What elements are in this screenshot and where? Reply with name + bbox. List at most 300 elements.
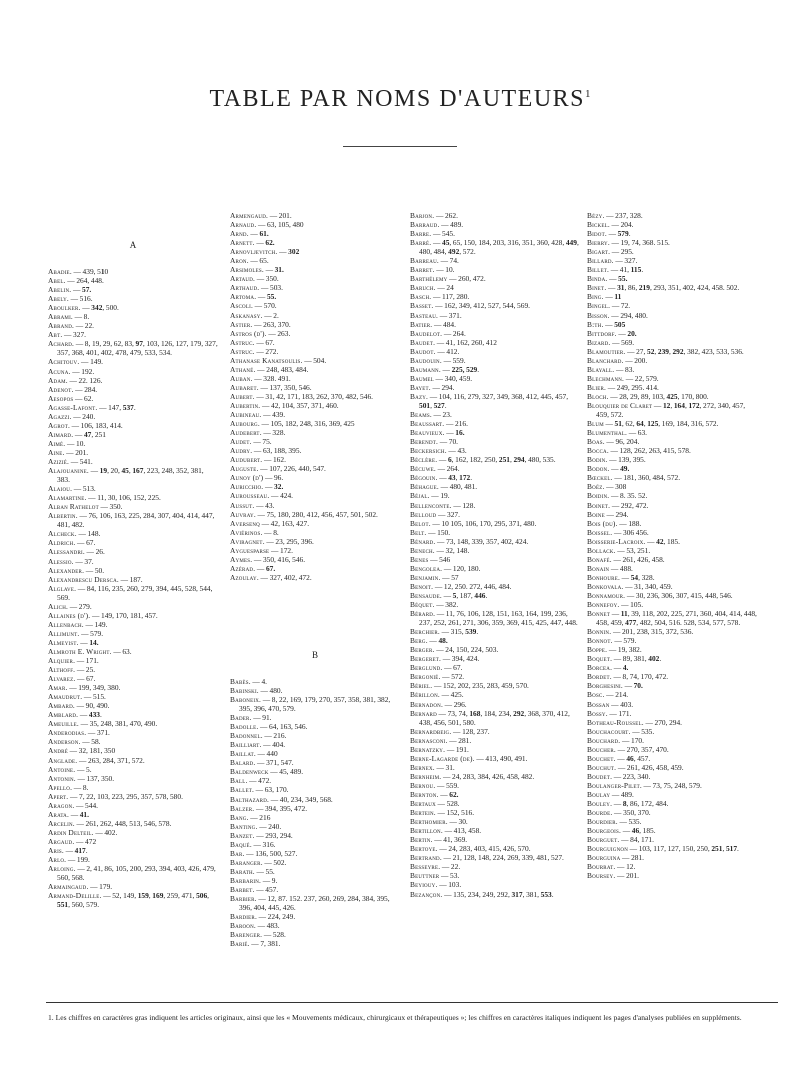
author-name: Bierry. — [587, 238, 610, 248]
page-refs: — 7, 381. — [249, 939, 281, 949]
page-refs: — — [277, 247, 289, 257]
page-refs: — 137, 350, 546. — [258, 382, 312, 392]
author-name: Abel. — [48, 276, 66, 286]
index-entry — [230, 347, 400, 356]
index-entry — [587, 826, 757, 835]
author-name: Aldrich. — [48, 538, 76, 548]
page-refs: — 147, — [97, 402, 123, 412]
page-ref-bold: 97 — [135, 339, 143, 349]
page-ref-bold: 251 — [498, 455, 510, 465]
page-refs: — 103. — [437, 880, 462, 890]
index-entry — [587, 446, 757, 455]
page-refs: — 350. — [98, 502, 123, 512]
page-ref-bold: 219 — [638, 283, 650, 293]
page-refs: — 472. — [247, 776, 272, 786]
index-entry — [587, 799, 757, 808]
page-refs: — 488. — [609, 563, 633, 573]
author-name: Beauvieux. — [410, 428, 445, 438]
index-entry — [48, 765, 218, 774]
page-refs: — 248, 483, 484. — [255, 364, 309, 374]
index-entry — [410, 238, 580, 256]
author-name: Boidin. — [587, 491, 610, 501]
index-entry — [410, 817, 580, 826]
page-refs: — 96. — [263, 473, 284, 483]
author-name: Artaud. — [230, 274, 256, 284]
index-entry — [230, 713, 400, 722]
author-name: Boursey. — [587, 871, 616, 881]
page-refs: — 52, 149, — [101, 891, 138, 901]
author-name: Banting. — [230, 821, 258, 831]
page-refs: — 162. — [262, 455, 286, 465]
page-refs: — — [606, 283, 618, 293]
page-ref-bold: 317 — [511, 889, 523, 899]
index-entry — [587, 790, 757, 799]
page-refs: — 261, 426, 458, 459. — [616, 762, 684, 772]
author-name: Bosc. — [587, 690, 605, 700]
index-entry — [587, 419, 757, 428]
page-refs: , 272, 340, 457, 459, 572. — [596, 400, 746, 420]
author-name: Barbet. — [230, 885, 255, 894]
index-entry — [410, 573, 580, 582]
author-name: Arthaud. — [230, 283, 260, 293]
index-entry — [410, 799, 580, 808]
author-name: Billet. — [587, 265, 610, 275]
page-ref-bold: 539 — [465, 627, 477, 637]
index-entry — [48, 828, 218, 837]
author-name: Adenot. — [48, 384, 74, 394]
author-name: Alvarez. — [48, 674, 76, 684]
author-name: Barraud. — [410, 220, 440, 230]
page-refs: , — [654, 346, 658, 356]
index-entry — [48, 774, 218, 783]
page-refs: — 152, 202, 235, 283, 459, 570. — [432, 681, 529, 691]
index-entry — [410, 392, 580, 410]
author-name: Bittdorf. — [587, 328, 617, 338]
index-entry — [230, 813, 400, 822]
page-refs: — — [606, 229, 618, 239]
page-ref-bold: 70. — [633, 681, 643, 691]
index-entry — [230, 930, 400, 939]
page-ref-bold: 62. — [449, 790, 459, 799]
page-refs: , — [722, 844, 726, 854]
page-refs: — 31, 340, 459. — [623, 581, 673, 591]
page-refs: , 223, 248, 352, 381, 383. — [57, 466, 204, 485]
author-name: Blayall. — [587, 364, 615, 374]
index-entry — [587, 817, 757, 826]
index-entry — [48, 819, 218, 828]
author-name: Borcea. — [587, 663, 613, 673]
page-refs: — 2. — [262, 310, 279, 320]
author-name: Baroon. — [230, 921, 256, 931]
page-refs: — 579. — [79, 628, 104, 638]
page-refs: — — [615, 753, 627, 763]
author-name: Alexandrescu Dersca. — [48, 574, 119, 584]
index-entry — [230, 473, 400, 482]
page-refs: — 128. — [451, 500, 476, 510]
page-refs: — 188. — [617, 518, 642, 528]
page-refs: — 63. — [111, 646, 132, 656]
index-entry — [230, 537, 400, 546]
author-name: Abadie. — [48, 267, 72, 276]
author-name: Boucher. — [587, 744, 616, 754]
page-refs: — — [263, 482, 275, 492]
author-name: Baranger. — [230, 857, 263, 867]
author-name: Arnaud. — [230, 220, 257, 230]
author-name: Allenbach. — [48, 619, 84, 629]
page-refs: — 350, 416, 546. — [252, 554, 306, 564]
page-ref-bold: 505 — [614, 319, 626, 329]
author-name: Badonnel. — [230, 731, 263, 741]
index-entry — [587, 329, 757, 338]
page-refs: — — [621, 826, 632, 836]
page-refs: — 137, 350. — [75, 773, 115, 783]
author-name: Benes — [410, 554, 429, 564]
page-refs: — 53, 251. — [615, 545, 651, 555]
index-entry — [410, 292, 580, 301]
index-entry — [48, 692, 218, 701]
index-entry — [410, 211, 580, 220]
index-entry — [48, 611, 218, 620]
index-entry — [410, 220, 580, 229]
index-entry — [587, 636, 757, 645]
author-name: Babès. — [230, 676, 251, 686]
index-entry — [230, 849, 400, 858]
index-entry — [587, 645, 757, 654]
page-refs: — — [80, 303, 92, 313]
index-entry — [410, 347, 580, 356]
author-name: Alessandri. — [48, 547, 85, 557]
page-refs: — 513. — [72, 484, 96, 494]
index-entry — [587, 546, 757, 555]
index-entry — [410, 446, 580, 455]
page-ref-bold: 159 — [137, 891, 149, 901]
index-entry — [48, 737, 218, 746]
index-entry — [230, 695, 400, 713]
page-refs: — 484. — [432, 319, 456, 329]
index-entry — [48, 846, 218, 855]
author-name: Bickel. — [587, 220, 610, 230]
author-name: Boisserie-Lacroix. — [587, 536, 646, 546]
page-refs: — 22. — [74, 321, 95, 331]
index-entry — [410, 519, 580, 528]
page-refs: — 58. — [80, 737, 101, 747]
index-entry — [410, 555, 580, 564]
author-name: Berchier. — [410, 627, 440, 637]
author-name: Boudet. — [587, 771, 613, 781]
index-entry — [230, 564, 400, 573]
index-entry — [410, 672, 580, 681]
page-refs: — — [78, 710, 89, 720]
page-ref-bold: 477 — [625, 618, 637, 628]
index-entry — [230, 776, 400, 785]
author-name: Billard. — [587, 256, 614, 266]
page-refs: — 261, 262, 448, 513, 546, 578. — [74, 818, 172, 828]
author-name: Bocca. — [587, 446, 609, 456]
page-refs: — 200. — [623, 355, 648, 365]
page-refs: — 76, 106, 163, 225, 284, 307, 404, 414, 447, 481, 482. — [57, 511, 215, 530]
page-refs: — 24, 283, 384, 426, 458, 482. — [441, 771, 535, 781]
page-refs: — — [610, 609, 621, 619]
index-entry — [410, 663, 580, 672]
page-refs: — 340, 459. — [433, 373, 473, 383]
index-entry — [48, 575, 218, 584]
index-entry — [48, 602, 218, 611]
index-entry — [230, 238, 400, 247]
index-entry — [410, 853, 580, 862]
author-name: Boinet. — [587, 500, 611, 510]
page-refs: — 105, 182, 248, 316, 369, 425 — [259, 419, 355, 429]
author-name: Arnett. — [230, 238, 255, 248]
author-name: Bernard — [410, 708, 437, 718]
page-refs: . — [133, 402, 136, 412]
page-ref-bold: 6 — [447, 455, 452, 465]
index-entry — [587, 301, 757, 310]
page-refs: . — [485, 590, 488, 600]
index-entry — [48, 674, 218, 683]
index-entry — [48, 710, 218, 719]
page-refs: — 19, 74, 368. 515. — [609, 238, 670, 248]
index-entry — [410, 745, 580, 754]
author-name: Bertin. — [410, 835, 433, 845]
index-entry — [48, 285, 218, 294]
page-refs: — 327, 402, 472. — [258, 572, 312, 582]
index-entry — [48, 810, 218, 819]
page-refs: — 107, 226, 440, 547. — [258, 464, 326, 474]
page-refs: , 457. — [633, 753, 651, 763]
author-name: Beaussart. — [410, 419, 445, 429]
page-refs: — 192. — [70, 366, 95, 376]
author-name: Adam. — [48, 375, 68, 385]
author-name: Boas. — [587, 437, 605, 447]
page-ref-bold: 20. — [627, 328, 637, 338]
index-entry — [587, 528, 757, 537]
author-name: Antoine. — [48, 764, 76, 774]
page-refs: , 328. — [638, 572, 655, 582]
page-refs: — 73, 75, 248, 579. — [641, 780, 702, 790]
page-ref-bold: 12 — [662, 400, 671, 410]
author-name: Ayguesparse — [230, 545, 270, 555]
author-name: Bonafé. — [587, 554, 612, 564]
index-entry — [587, 862, 757, 871]
page-refs: — 559. — [441, 355, 466, 365]
index-entry — [587, 455, 757, 464]
author-name: Barbarin. — [230, 875, 262, 885]
index-entry — [410, 265, 580, 274]
index-entry — [48, 357, 218, 366]
author-name: Béhague. — [410, 482, 439, 492]
index-entry — [410, 501, 580, 510]
page-refs: , 259, 471, — [163, 891, 197, 901]
page-refs: — 149. — [83, 619, 108, 629]
author-name: Alamartine. — [48, 493, 87, 503]
page-ref-bold: 16. — [455, 428, 465, 438]
page-refs: — 19, 382. — [607, 645, 642, 655]
page-refs: — 9. — [261, 875, 278, 885]
author-name: Boulay — [587, 790, 611, 799]
page-refs: , 251 — [91, 429, 106, 439]
index-entry — [587, 392, 757, 401]
page-refs: — — [256, 292, 267, 302]
index-column-4 — [587, 211, 757, 880]
author-name: B:th. — [587, 319, 604, 329]
page-refs: — 544. — [74, 800, 98, 810]
index-entry — [587, 482, 757, 491]
page-refs: — — [645, 536, 657, 546]
index-entry — [230, 374, 400, 383]
page-refs: — — [431, 238, 442, 248]
author-name: Armengaud. — [230, 211, 269, 220]
index-entry — [410, 763, 580, 772]
author-name: Ardin Delteil. — [48, 827, 94, 837]
author-name: Bonnin. — [587, 627, 612, 637]
page-refs: , 480, 484, — [419, 238, 579, 257]
author-name: Blamoutier. — [587, 346, 626, 356]
index-entry — [230, 283, 400, 292]
page-refs: — 284. — [73, 384, 98, 394]
page-refs: — 23. — [431, 410, 452, 420]
author-name: Aragon. — [48, 800, 75, 810]
page-refs: — 224, 249. — [257, 912, 296, 922]
author-name: Aubertin. — [230, 400, 261, 410]
index-entry — [230, 419, 400, 428]
page-refs: — 62. — [73, 393, 94, 403]
author-name: Bourguina — [587, 853, 621, 863]
index-entry — [410, 772, 580, 781]
page-refs: , 162, 182, 250, — [451, 455, 499, 465]
page-refs: — 50. — [84, 565, 105, 575]
page-ref-bold: 417 — [74, 846, 86, 855]
author-name: Arnovljevitch. — [230, 247, 278, 257]
page-refs: , 480, 535. — [524, 455, 556, 465]
section-letter: B — [311, 649, 318, 660]
index-entry — [48, 466, 218, 484]
index-entry — [587, 365, 757, 374]
index-entry — [48, 638, 218, 647]
index-entry — [410, 528, 580, 537]
page-refs: , — [643, 419, 648, 429]
page-refs: — 502. — [262, 857, 287, 867]
page-refs: — 412. — [435, 346, 460, 356]
index-entry — [48, 303, 218, 312]
author-name: Bossy. — [587, 708, 608, 718]
page-refs: — 402. — [93, 827, 118, 837]
index-entry — [48, 656, 218, 665]
page-refs: — 327. — [613, 256, 638, 266]
author-name: Aubaret. — [230, 382, 259, 392]
author-name: Bernou. — [410, 780, 436, 790]
page-ref-bold: 49. — [620, 464, 630, 474]
index-entry — [587, 754, 757, 763]
author-name: Aubert. — [230, 391, 255, 401]
page-refs: . — [476, 627, 479, 637]
author-name: Baboneix. — [230, 695, 262, 705]
index-entry — [230, 677, 400, 686]
page-refs: — 216. — [262, 731, 287, 741]
author-name: Almroth E. Wright. — [48, 646, 112, 656]
index-entry — [587, 491, 757, 500]
page-refs: — 572. — [440, 672, 465, 682]
index-entry — [48, 511, 218, 529]
page-ref-bold: 54 — [630, 572, 639, 582]
index-entry — [48, 502, 218, 511]
page-refs: . — [641, 265, 644, 275]
author-name: Bonkovala. — [587, 581, 624, 591]
author-name: Agasse-Lafont. — [48, 402, 98, 412]
page-refs: — 579. — [612, 636, 637, 646]
index-entry — [48, 891, 218, 909]
page-refs: , 382, 423, 533, 536. — [683, 346, 744, 356]
index-entry — [410, 428, 580, 437]
index-entry — [230, 912, 400, 921]
author-name: Basch. — [410, 292, 432, 302]
page-refs: — 413, 490, 491. — [474, 753, 528, 763]
page-refs: — 306 456. — [612, 527, 649, 537]
page-refs: , 368, 370, 412, 438, 456, 501, 580. — [419, 708, 570, 727]
author-name: Benech. — [410, 545, 435, 555]
index-entry — [48, 566, 218, 575]
page-refs: — 528. — [435, 799, 460, 809]
index-entry — [48, 719, 218, 728]
index-entry — [230, 256, 400, 265]
index-entry — [587, 238, 757, 247]
index-entry — [587, 265, 757, 274]
author-name: Agazzi. — [48, 411, 72, 421]
page-refs: , — [668, 346, 673, 356]
index-entry — [410, 890, 580, 899]
author-name: Binda. — [587, 274, 608, 284]
index-entry — [410, 455, 580, 464]
author-name: Binet. — [587, 283, 607, 293]
author-name: Berglund. — [410, 663, 443, 673]
index-entry — [230, 867, 400, 876]
page-ref-bold: 67. — [265, 563, 276, 573]
page-refs: — 570. — [253, 301, 277, 311]
index-entry — [587, 292, 757, 301]
page-refs: . — [628, 229, 631, 239]
page-refs: , 500. — [102, 303, 119, 313]
author-name: Beyiouy. — [410, 880, 438, 890]
page-refs: — 295. — [610, 247, 634, 257]
page-refs: — 28, 29, 89, 103, — [608, 391, 667, 401]
author-name: Bellenconte. — [410, 500, 452, 510]
author-name: Aubineau. — [230, 410, 262, 420]
index-entry — [587, 555, 757, 564]
page-refs: — 8. — [72, 782, 89, 792]
page-refs: — 104, 116, 279, 327, 349, 368, 412, 445, 457, — [428, 391, 569, 401]
index-entry — [410, 320, 580, 329]
index-entry — [410, 609, 580, 627]
page-ref-bold: 251 — [711, 844, 723, 854]
page-refs: , 20, — [107, 466, 122, 476]
index-entry — [230, 573, 400, 582]
author-name: Bézy. — [587, 211, 605, 220]
index-entry — [48, 629, 218, 638]
author-name: Belt. — [410, 527, 427, 537]
author-name: Alcheck. — [48, 529, 77, 539]
author-name: Arloing. — [48, 864, 76, 874]
index-entry — [48, 403, 218, 412]
index-entry — [410, 844, 580, 853]
author-name: Azérad. — [230, 563, 256, 573]
page-refs: — 179. — [88, 882, 113, 892]
index-entry — [230, 921, 400, 930]
index-entry — [230, 301, 400, 310]
page-refs: — 350, 370. — [612, 808, 651, 818]
page-refs: — 91. — [251, 713, 272, 723]
index-entry — [410, 591, 580, 600]
page-refs: — 89, 381, — [612, 654, 649, 664]
page-ref-bold: 48. — [438, 636, 448, 646]
